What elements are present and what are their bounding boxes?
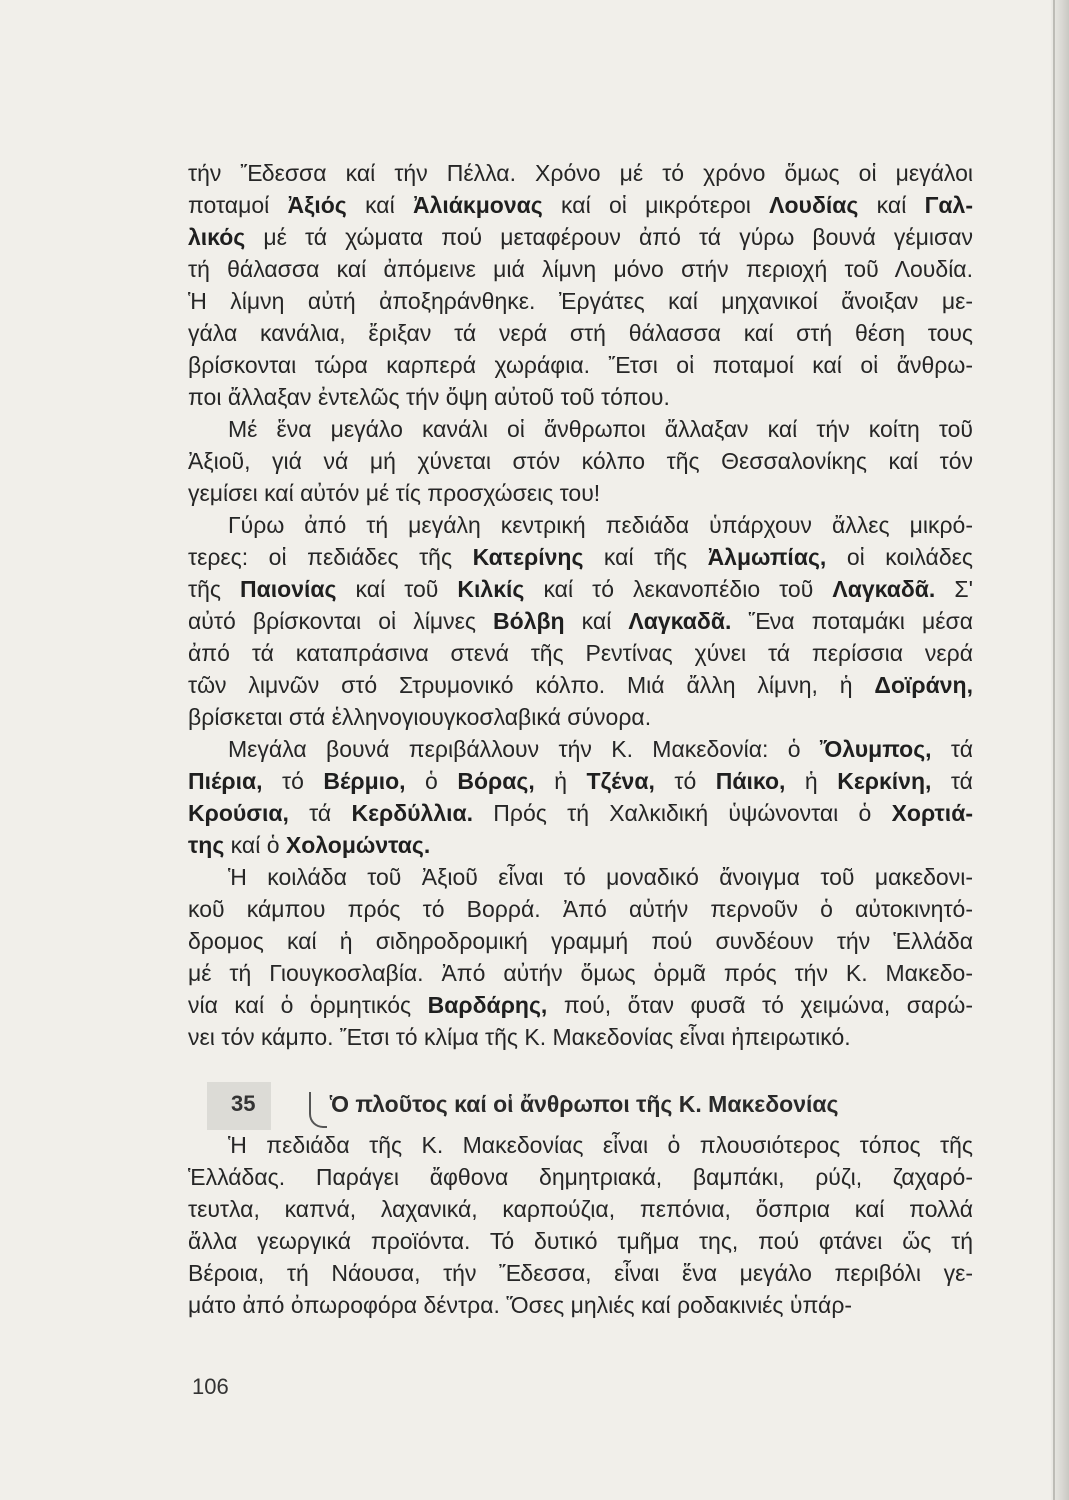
- text-run: γεμίσει καί αὐτόν μέ τίς προσχώσεις του!: [188, 480, 601, 506]
- text-line: [188, 733, 973, 765]
- text-line: [188, 1021, 973, 1053]
- text-run: τῶν λιμνῶν στό Στρυμονικό κόλπο. Μιά ἄλλη λίμνη, ἡ: [188, 672, 875, 698]
- paragraph: [188, 413, 973, 509]
- text-run: Γύρω ἀπό τή μεγάλη κεντρική πεδιάδα ὑπάρχουν ἄλλες μικρό-: [228, 512, 973, 538]
- text-line: [188, 189, 973, 221]
- page-edge-line: [1053, 0, 1055, 1500]
- text-run: νία καί ὁ ὁρμητικός: [188, 992, 428, 1018]
- bold-term: Ἀλιάκμονας: [412, 192, 543, 218]
- text-run: ἡ: [534, 768, 587, 794]
- body-text-lower: [188, 1129, 973, 1321]
- bold-term: Βέρμιο,: [323, 768, 406, 794]
- text-run: καί τοῦ: [336, 576, 458, 602]
- text-run: τά: [931, 736, 973, 762]
- text-run: τό: [654, 768, 716, 794]
- text-run: καί: [564, 608, 629, 634]
- text-run: ἀπό τά καταπράσινα στενά τῆς Ρεντίνας χύνει τά περίσσια νερά: [188, 640, 973, 666]
- section-title: Ὁ πλοῦτος καί οἱ ἄνθρωποι τῆς Κ. Μακεδονίας: [330, 1091, 839, 1117]
- page-number: 106: [192, 1374, 229, 1399]
- text-run: πού, ὅταν φυσᾶ τό χειμώνα, σαρώ-: [547, 992, 973, 1018]
- text-run: οἱ κοιλάδες: [826, 544, 973, 570]
- text-run: μέ τά χώματα πού μεταφέρουν ἀπό τά γύρω βουνά γέμισαν: [245, 224, 973, 250]
- bold-term: Τζένα,: [586, 768, 655, 794]
- text-run: καί: [858, 192, 925, 218]
- text-run: Σ': [935, 576, 973, 602]
- text-line: [188, 1225, 973, 1257]
- text-run: τευτλα, καπνά, λαχανικά, καρπούζια, πεπόνια, ὄσπρια καί πολλά: [188, 1196, 973, 1222]
- text-run: ὁ: [405, 768, 458, 794]
- text-line: [188, 989, 973, 1021]
- bold-term: Ὄλυμπος,: [819, 736, 932, 762]
- section-number: 35: [231, 1091, 256, 1116]
- text-run: ποι ἄλλαξαν ἐντελῶς τήν ὄψη αὐτοῦ τοῦ τόπου.: [188, 384, 670, 410]
- section-heading: [207, 1082, 907, 1130]
- bold-term: λικός: [188, 224, 246, 250]
- bold-term: Πάικο,: [715, 768, 786, 794]
- text-line: [188, 477, 973, 509]
- bold-term: Λουδίας: [769, 192, 859, 218]
- text-run: ἡ: [785, 768, 838, 794]
- section-number-box: [207, 1082, 271, 1130]
- text-line: [188, 701, 973, 733]
- text-line: [188, 1161, 973, 1193]
- text-line: [188, 221, 973, 253]
- text-line: [188, 413, 973, 445]
- bold-term: Κρούσια,: [188, 800, 289, 826]
- bold-term: Γαλ-: [924, 192, 974, 218]
- text-line: [188, 1129, 973, 1161]
- text-run: Ἕνα ποταμάκι μέσα: [731, 608, 974, 634]
- body-text-upper: [188, 157, 973, 1053]
- bold-term: Ἀξιός: [287, 192, 347, 218]
- text-run: Πρός τή Χαλκιδική ὑψώνονται ὁ: [473, 800, 892, 826]
- text-run: καί τό λεκανοπέδιο τοῦ: [524, 576, 833, 602]
- text-run: καί ὁ: [224, 832, 286, 858]
- text-line: [188, 253, 973, 285]
- text-line: [188, 637, 973, 669]
- text-run: Μέ ἕνα μεγάλο κανάλι οἱ ἄνθρωποι ἄλλαξαν καί τήν κοίτη τοῦ: [228, 416, 973, 442]
- text-line: [188, 1193, 973, 1225]
- paragraph: [188, 157, 973, 413]
- text-run: Ἡ πεδιάδα τῆς Κ. Μακεδονίας εἶναι ὁ πλουσιότερος τόπος τῆς: [228, 1132, 973, 1158]
- text-line: [188, 381, 973, 413]
- paragraph: [188, 509, 973, 733]
- text-run: αὐτό βρίσκονται οἱ λίμνες: [188, 608, 494, 634]
- text-run: ἄλλα γεωργικά προϊόντα. Τό δυτικό τμῆμα της, πού φτάνει ὥς τή: [188, 1228, 973, 1254]
- bold-term: Κατερίνης: [472, 544, 584, 570]
- text-run: βρίσκονται τώρα καρπερά χωράφια. Ἔτσι οἱ ποταμοί καί οἱ ἄνθρω-: [188, 352, 973, 378]
- text-line: [188, 573, 973, 605]
- text-line: [188, 1289, 973, 1321]
- text-run: τό: [262, 768, 324, 794]
- bold-term: Βόλβη: [493, 608, 565, 634]
- text-run: τά: [288, 800, 352, 826]
- text-line: [188, 957, 973, 989]
- text-run: Ἀξιοῦ, γιά νά μή χύνεται στόν κόλπο τῆς Θεσσαλονίκης καί τόν: [188, 448, 973, 474]
- text-run: τῆς: [188, 576, 241, 602]
- bold-term: Χολομώντας.: [285, 832, 431, 858]
- bold-term: Παιονίας: [240, 576, 337, 602]
- bold-term: Βαρδάρης,: [427, 992, 548, 1018]
- bold-term: Κερδύλλια.: [351, 800, 474, 826]
- text-line: [188, 669, 973, 701]
- text-run: Βέροια, τή Νάουσα, τήν Ἔδεσσα, εἶναι ἕνα μεγάλο περιβόλι γε-: [188, 1260, 973, 1286]
- text-run: δρομος καί ἡ σιδηροδρομική γραμμή πού συνδέουν τήν Ἑλλάδα: [188, 928, 973, 954]
- text-line: [188, 925, 973, 957]
- text-run: ποταμοί: [188, 192, 288, 218]
- text-line: [188, 509, 973, 541]
- bold-term: Ἀλμωπίας,: [707, 544, 827, 570]
- text-line: [188, 765, 973, 797]
- text-run: μέ τή Γιουγκοσλαβία. Ἀπό αὐτήν ὅμως ὁρμᾶ πρός τήν Κ. Μακεδο-: [188, 960, 973, 986]
- text-run: τήν Ἔδεσσα καί τήν Πέλλα. Χρόνο μέ τό χρόνο ὅμως οἱ μεγάλοι: [188, 160, 973, 186]
- text-line: [188, 317, 973, 349]
- text-line: [188, 893, 973, 925]
- paragraph: [188, 1129, 973, 1321]
- text-run: τερες: οἱ πεδιάδες τῆς: [188, 544, 473, 570]
- text-line: [188, 861, 973, 893]
- bold-term: Λαγκαδᾶ.: [628, 608, 732, 634]
- text-line: [188, 1257, 973, 1289]
- text-run: καί τῆς: [583, 544, 708, 570]
- text-run: καί: [346, 192, 413, 218]
- text-line: [188, 797, 973, 829]
- text-line: [188, 445, 973, 477]
- text-line: [188, 157, 973, 189]
- bold-term: της: [188, 832, 225, 858]
- text-run: τά: [931, 768, 973, 794]
- text-line: [188, 541, 973, 573]
- text-run: νει τόν κάμπο. Ἔτσι τό κλίμα τῆς Κ. Μακεδονίας εἶναι ἠπειρωτικό.: [188, 1024, 851, 1050]
- bold-term: Πιέρια,: [188, 768, 263, 794]
- text-run: μάτο ἀπό ὀπωροφόρα δέντρα. Ὅσες μηλιές καί ροδακινιές ὑπάρ-: [188, 1292, 853, 1318]
- text-run: Μεγάλα βουνά περιβάλλουν τήν Κ. Μακεδονία: ὁ: [228, 736, 820, 762]
- text-run: βρίσκεται στά ἑλληνογιουγκοσλαβικά σύνορα.: [188, 704, 652, 730]
- text-run: τή θάλασσα καί ἀπόμεινε μιά λίμνη μόνο στήν περιοχή τοῦ Λουδία.: [188, 256, 973, 282]
- paragraph: [188, 733, 973, 861]
- text-run: Ἡ κοιλάδα τοῦ Ἀξιοῦ εἶναι τό μοναδικό ἄνοιγμα τοῦ μακεδονι-: [228, 864, 973, 890]
- text-line: [188, 605, 973, 637]
- bold-term: Κιλκίς: [457, 576, 525, 602]
- text-run: κοῦ κάμπου πρός τό Βορρά. Ἀπό αὐτήν περνοῦν ὁ αὐτοκινητό-: [188, 896, 973, 922]
- bold-term: Κερκίνη,: [837, 768, 932, 794]
- bold-term: Βόρας,: [457, 768, 535, 794]
- heading-bracket-mark: [309, 1092, 327, 1128]
- text-run: γάλα κανάλια, ἔριξαν τά νερά στή θάλασσα καί στή θέση τους: [188, 320, 973, 346]
- text-run: Ἑλλάδας. Παράγει ἄφθονα δημητριακά, βαμπάκι, ρύζι, ζαχαρό-: [188, 1164, 973, 1190]
- bold-term: Χορτιά-: [891, 800, 973, 826]
- paragraph: [188, 861, 973, 1053]
- text-line: [188, 285, 973, 317]
- bold-term: Λαγκαδᾶ.: [832, 576, 936, 602]
- text-line: [188, 349, 973, 381]
- text-line: [188, 829, 973, 861]
- text-run: Ἡ λίμνη αὐτή ἀποξηράνθηκε. Ἐργάτες καί μηχανικοί ἄνοιξαν με-: [188, 288, 973, 314]
- text-run: καί οἱ μικρότεροι: [542, 192, 770, 218]
- bold-term: Δοϊράνη,: [874, 672, 973, 698]
